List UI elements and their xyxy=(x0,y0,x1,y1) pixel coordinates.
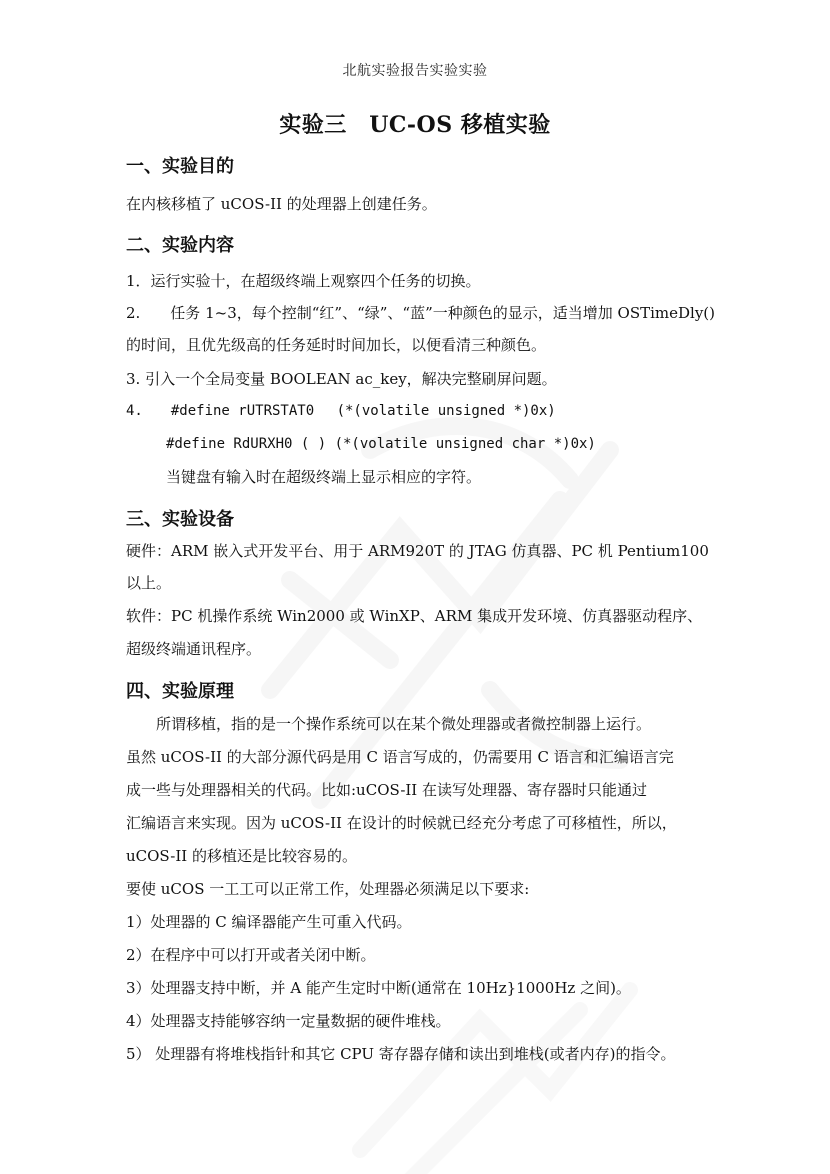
paragraph-line: 在内核移植了 uCOS-II 的处理器上创建任务。 xyxy=(126,195,437,213)
section-heading-principle: 四、实验原理 xyxy=(126,681,234,702)
requirements-intro: 要使 uCOS 一工工可以正常工作，处理器必须满足以下要求: xyxy=(126,880,530,898)
list-item-2: 2. 任务 1~3，每个控制“红”、“绿”、“蓝”一种颜色的显示，适当增加 OSTimeDly() xyxy=(126,304,715,322)
list-item-4-desc: 当键盘有输入时在超级终端上显示相应的字符。 xyxy=(166,468,482,486)
paragraph-line: uCOS-II 的移植还是比较容易的。 xyxy=(126,847,357,865)
paragraph-line: 成一些与处理器相关的代码。比如:uCOS-II 在读写处理器、寄存器时只能通过 xyxy=(126,781,648,799)
requirement-item-5: 5） 处理器有将堆栈指针和其它 CPU 寄存器存储和读出到堆栈(或者内存)的指令。 xyxy=(126,1045,676,1063)
document-title: 实验三 UC-OS 移植实验 xyxy=(279,112,551,138)
requirement-item-1: 1）处理器的 C 编译器能产生可重入代码。 xyxy=(126,913,412,931)
section-heading-equipment: 三、实验设备 xyxy=(126,509,234,530)
requirement-item-4: 4）处理器支持能够容纳一定量数据的硬件堆栈。 xyxy=(126,1012,451,1030)
paragraph-line: 所谓移植，指的是一个操作系统可以在某个微处理器或者微控制器上运行。 xyxy=(126,715,652,733)
hardware-line-cont: 以上。 xyxy=(126,574,172,592)
paragraph-line: 虽然 uCOS-II 的大部分源代码是用 C 语言写成的，仍需要用 C 语言和汇编语言完 xyxy=(126,748,674,766)
running-header: 北航实验报告实验实验 xyxy=(342,63,488,79)
paragraph-line: 汇编语言来实现。因为 uCOS-II 在设计的时候就已经充分考虑了可移植性，所以， xyxy=(126,814,677,832)
section-heading-content: 二、实验内容 xyxy=(126,235,234,256)
section-heading-purpose: 一、实验目的 xyxy=(126,156,234,177)
list-item-2-cont: 的时间，且优先级高的任务延时时间加长，以便看清三种颜色。 xyxy=(126,336,547,354)
hardware-line: 硬件：ARM 嵌入式开发平台、用于 ARM920T 的 JTAG 仿真器、PC 机 Pentium100 xyxy=(126,542,709,560)
list-item-4-code: 4. #define rUTRSTAT0 (*(volatile unsigned *)0x) xyxy=(126,403,556,419)
requirement-item-2: 2）在程序中可以打开或者关闭中断。 xyxy=(126,946,376,964)
list-item-3: 3. 引入一个全局变量 BOOLEAN ac_key，解决完整刷屏问题。 xyxy=(126,370,557,388)
software-line: 软件：PC 机操作系统 Win2000 或 WinXP、ARM 集成开发环境、仿真器驱动程序、 xyxy=(126,607,703,625)
list-item-1: 1．运行实验十，在超级终端上观察四个任务的切换。 xyxy=(126,272,481,290)
software-line-cont: 超级终端通讯程序。 xyxy=(126,640,262,658)
code-line-rdurxh0: #define RdURXH0 ( ) (*(volatile unsigned char *)0x) xyxy=(166,436,596,452)
requirement-item-3: 3）处理器支持中断，并 A 能产生定时中断(通常在 10Hz}1000Hz 之间)。 xyxy=(126,979,631,997)
